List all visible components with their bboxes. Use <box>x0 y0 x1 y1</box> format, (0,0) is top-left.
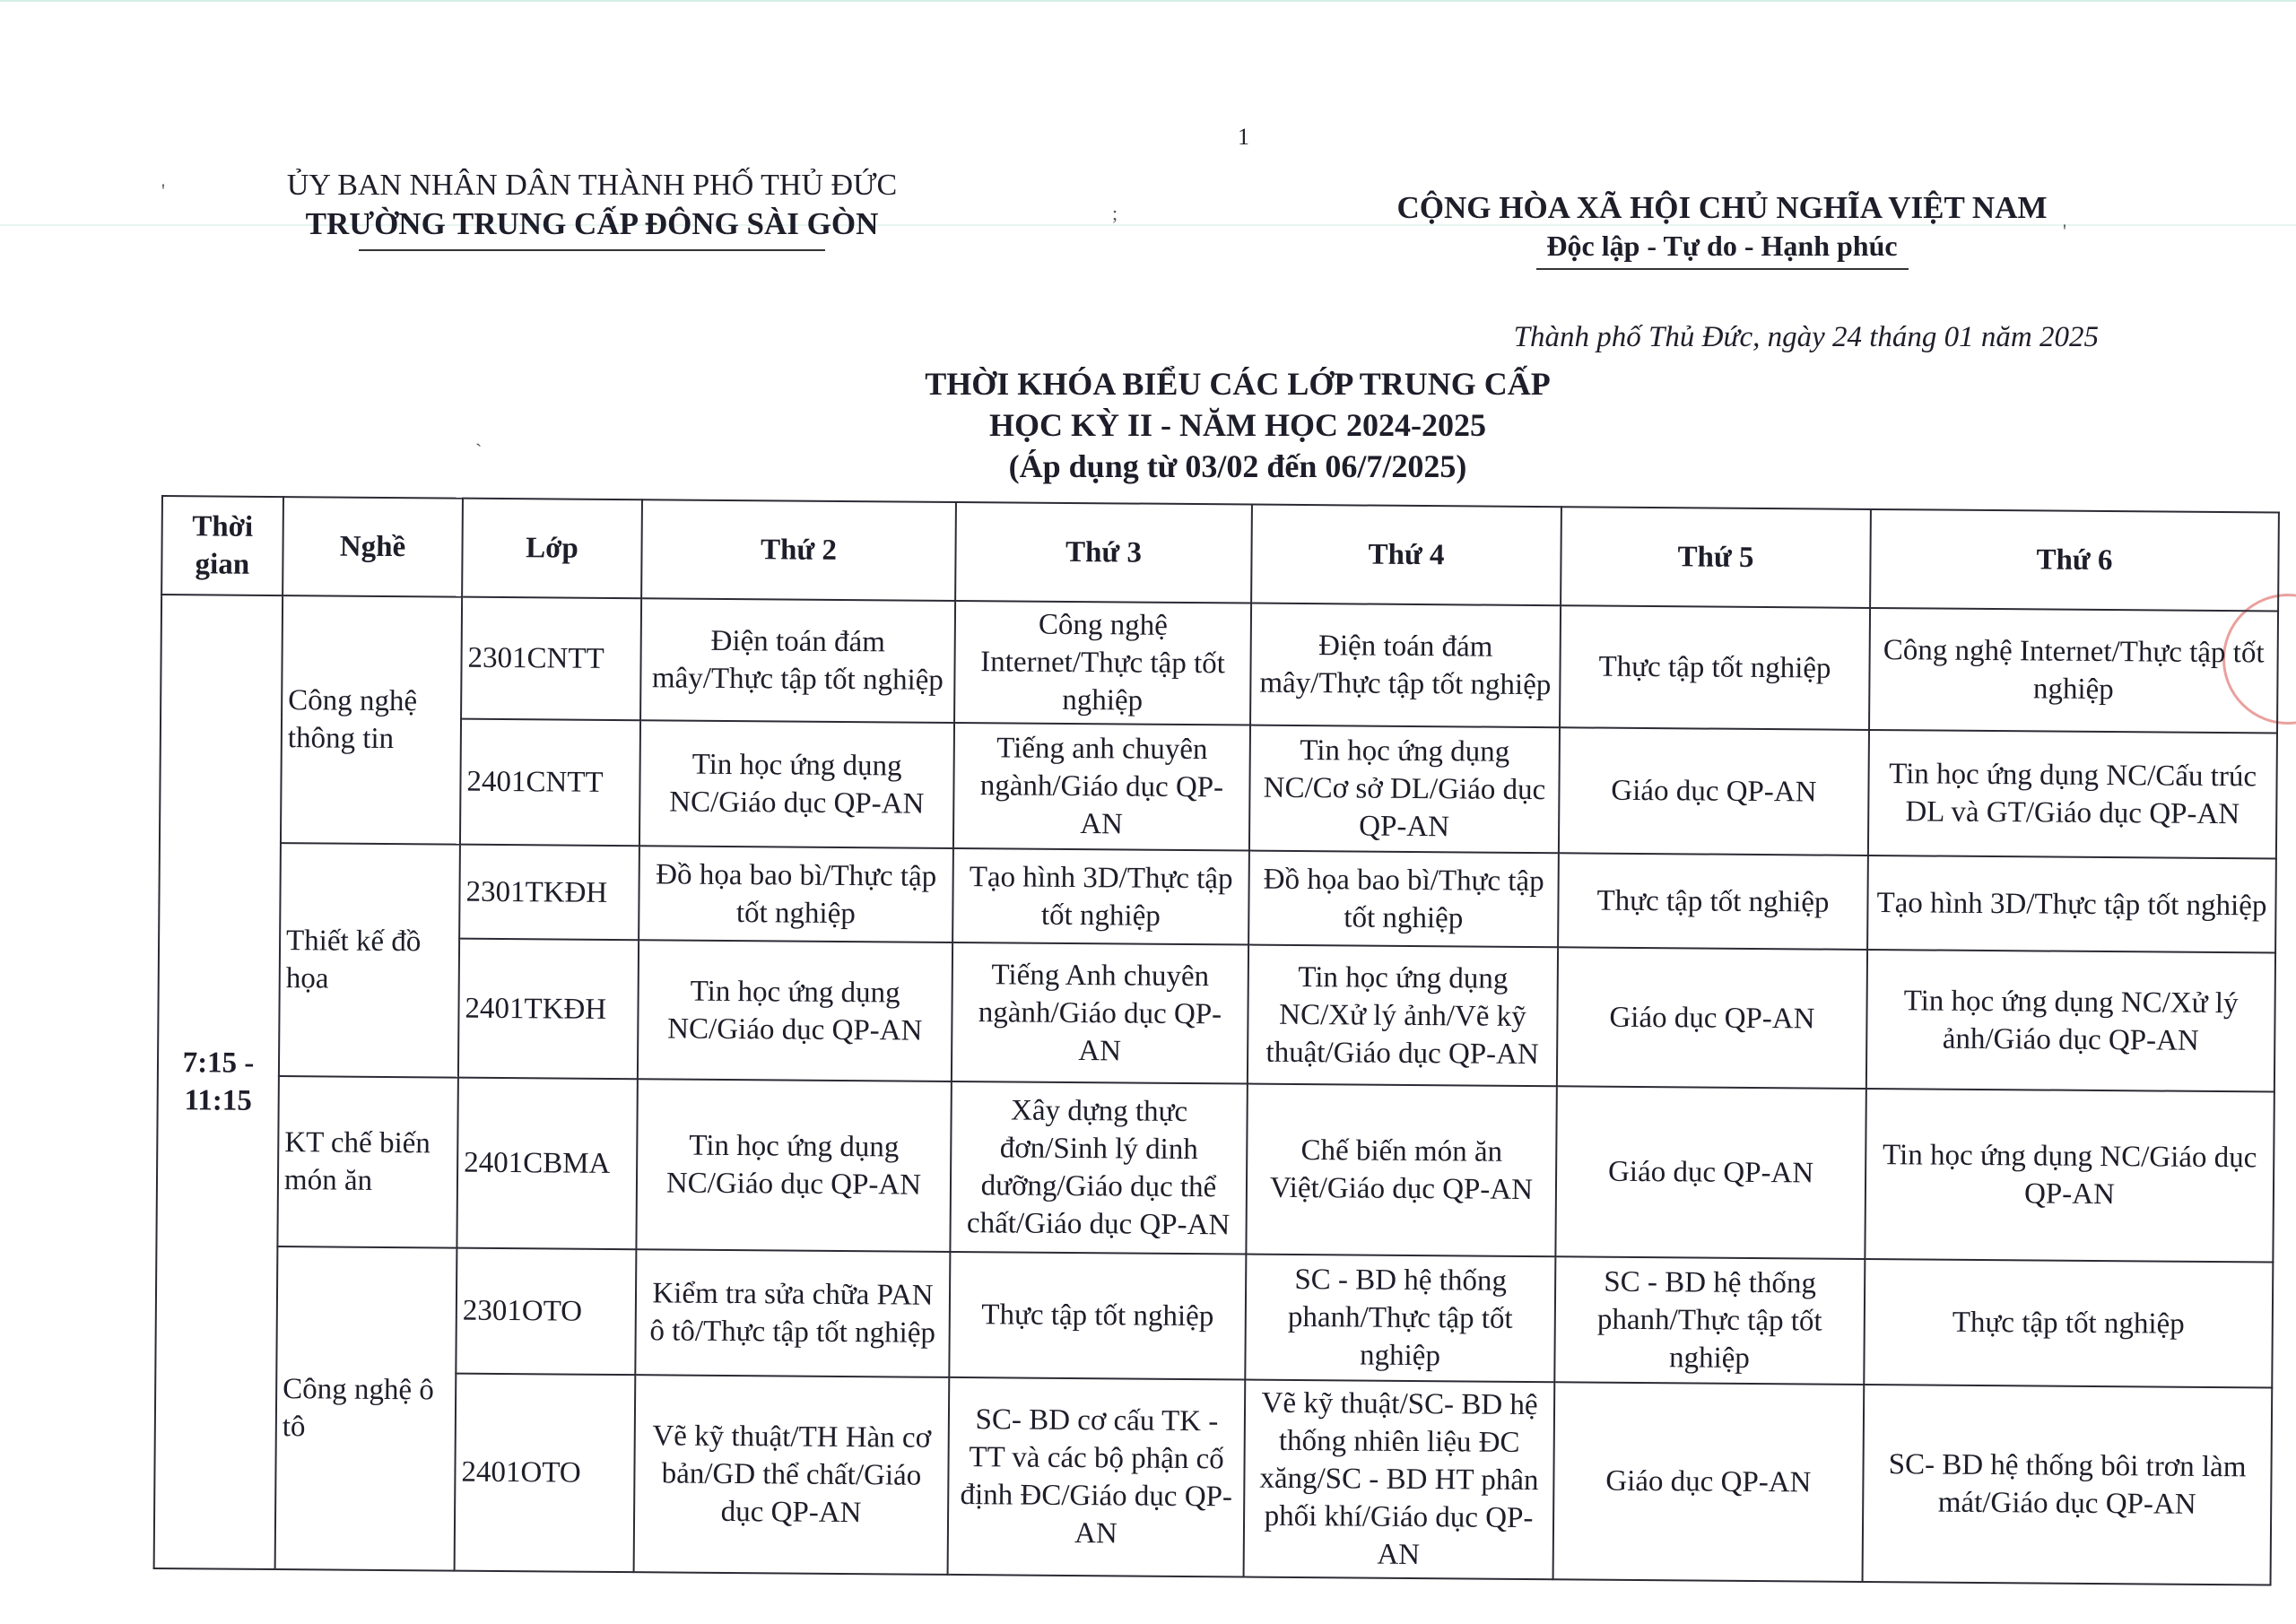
major-cell: Thiết kế đồ họa <box>279 843 460 1078</box>
class-cell: 2301OTO <box>456 1248 636 1376</box>
table-header-row <box>161 496 2279 612</box>
class-cell: 2401CBMA <box>457 1078 637 1250</box>
header-national-block <box>1372 190 2072 270</box>
header-wed: Thứ 4 <box>1251 505 1561 606</box>
schedule-cell: Tin học ứng dụng NC/Giáo dục QP-AN <box>1865 1089 2274 1263</box>
table-row <box>159 842 2276 953</box>
schedule-cell: Chế biến món ăn Việt/Giáo dục QP-AN <box>1246 1084 1556 1257</box>
table-row <box>155 1246 2273 1388</box>
schedule-cell: Giáo dục QP-AN <box>1557 947 1867 1089</box>
class-cell: 2401CNTT <box>460 719 640 847</box>
class-cell: 2301CNTT <box>461 597 641 721</box>
header-authority-block <box>269 169 915 251</box>
schedule-cell: Điện toán đám mây/Thực tập tốt nghiệp <box>1250 604 1561 728</box>
schedule-cell: Tin học ứng dụng NC/Giáo dục QP-AN <box>638 940 952 1081</box>
schedule-cell: Điện toán đám mây/Thực tập tốt nghiệp <box>640 598 955 723</box>
scan-speck: ' <box>2063 220 2066 242</box>
page-number: 1 <box>1238 124 1249 150</box>
schedule-cell: Vẽ kỹ thuật/TH Hàn cơ bản/GD thể chất/Giáo dục QP-AN <box>634 1375 950 1575</box>
schedule-cell: Tiếng Anh chuyên ngành/Giáo dục QP-AN <box>952 942 1248 1084</box>
table-row <box>161 595 2278 734</box>
schedule-cell: Tin học ứng dụng NC/Giáo dục QP-AN <box>639 720 954 848</box>
header-time: Thời gian <box>161 496 283 595</box>
schedule-cell: SC- BD cơ cấu TK - TT và các bộ phận cố định ĐC/Giáo dục QP-AN <box>948 1377 1246 1577</box>
class-cell: 2301TKĐH <box>459 845 639 941</box>
class-cell: 2401OTO <box>455 1374 636 1573</box>
table-row <box>156 1075 2274 1263</box>
scan-speck: ' <box>161 179 165 202</box>
title-line-2: HỌC KỲ II - NĂM HỌC 2024-2025 <box>989 407 1486 443</box>
major-cell: Công nghệ thông tin <box>281 595 462 845</box>
major-cell: Công nghệ ô tô <box>275 1246 457 1571</box>
document-date: Thành phố Thủ Đức, ngày 24 tháng 01 năm 2025 <box>1513 321 2099 353</box>
scan-top-line <box>0 0 2296 2</box>
country-name: CỘNG HÒA XÃ HỘI CHỦ NGHĨA VIỆT NAM <box>1396 190 2048 225</box>
header-fri: Thứ 6 <box>1870 509 2279 612</box>
schedule-cell: Vẽ kỹ thuật/SC- BD hệ thống nhiên liệu ĐC xăng/SC - BD HT phân phối khí/Giáo dục QP-AN <box>1244 1380 1555 1580</box>
schedule-cell: Giáo dục QP-AN <box>1553 1382 1865 1582</box>
schedule-cell: Tin học ứng dụng NC/Cấu trúc DL và GT/Giáo dục QP-AN <box>1868 730 2277 859</box>
table-row <box>154 1371 2273 1585</box>
school-name: TRƯỜNG TRUNG CẤP ĐÔNG SÀI GÒN <box>305 206 879 241</box>
schedule-cell: Tin học ứng dụng NC/Giáo dục QP-AN <box>636 1079 951 1252</box>
scan-speck: ` <box>475 439 483 462</box>
table-row <box>160 716 2277 859</box>
header-underline <box>359 249 825 251</box>
schedule-cell: Đồ họa bao bì/Thực tập tốt nghiệp <box>639 846 953 942</box>
header-tue: Thứ 3 <box>955 502 1252 604</box>
schedule-cell: Tin học ứng dụng NC/Cơ sở DL/Giáo dục QP-AN <box>1249 725 1560 854</box>
schedule-cell: Đồ họa bao bì/Thực tập tốt nghiệp <box>1248 851 1559 948</box>
schedule-cell: Công nghệ Internet/Thực tập tốt nghiệp <box>1869 608 2278 734</box>
schedule-cell: Công nghệ Internet/Thực tập tốt nghiệp <box>954 601 1251 725</box>
title-line-3: (Áp dụng từ 03/02 đến 06/7/2025) <box>1008 448 1467 484</box>
title-line-1: THỜI KHÓA BIỂU CÁC LỚP TRUNG CẤP <box>925 366 1551 402</box>
schedule-cell: Thực tập tốt nghiệp <box>1560 605 1870 730</box>
scan-speck: ; <box>1112 202 1118 224</box>
authority-name: ỦY BAN NHÂN DÂN THÀNH PHỐ THỦ ĐỨC <box>286 169 898 202</box>
header-thu: Thứ 5 <box>1561 507 1871 608</box>
schedule-cell: Giáo dục QP-AN <box>1555 1086 1866 1259</box>
schedule-cell: Kiểm tra sửa chữa PAN ô tô/Thực tập tốt nghiệp <box>635 1249 950 1377</box>
schedule-cell: Tạo hình 3D/Thực tập tốt nghiệp <box>952 848 1249 945</box>
major-cell: KT chế biến món ăn <box>277 1076 457 1248</box>
schedule-cell: Thực tập tốt nghiệp <box>949 1252 1246 1380</box>
schedule-cell: SC- BD hệ thống bôi trơn làm mát/Giáo dục QP-AN <box>1863 1385 2273 1585</box>
header-major: Nghề <box>283 497 463 597</box>
class-cell: 2401TKĐH <box>458 939 639 1080</box>
schedule-cell: Giáo dục QP-AN <box>1559 727 1869 855</box>
schedule-cell: SC - BD hệ thống phanh/Thực tập tốt nghiệp <box>1245 1255 1555 1383</box>
schedule-cell: SC - BD hệ thống phanh/Thực tập tốt nghiệp <box>1554 1256 1865 1385</box>
table-row <box>158 936 2275 1092</box>
schedule-cell: Thực tập tốt nghiệp <box>1558 853 1868 950</box>
document-title <box>789 363 1686 487</box>
national-motto: Độc lập - Tự do - Hạnh phúc <box>1546 230 1898 262</box>
motto-underline <box>1536 268 1909 270</box>
schedule-cell: Tin học ứng dụng NC/Xử lý ảnh/Giáo dục QP-AN <box>1866 950 2275 1092</box>
schedule-cell: Thực tập tốt nghiệp <box>1864 1259 2273 1388</box>
time-slot: 7:15 - 11:15 <box>154 595 283 1569</box>
schedule-cell: Xây dựng thực đơn/Sinh lý dinh dưỡng/Giáo dục thể chất/Giáo dục QP-AN <box>950 1081 1247 1255</box>
header-class: Lớp <box>462 499 642 599</box>
schedule-cell: Tin học ứng dụng NC/Xử lý ảnh/Vẽ kỹ thuật/Giáo dục QP-AN <box>1248 945 1558 1087</box>
timetable <box>153 495 2280 1586</box>
header-mon: Thứ 2 <box>641 499 956 601</box>
schedule-cell: Tiếng anh chuyên ngành/Giáo dục QP-AN <box>953 723 1250 851</box>
schedule-cell: Tạo hình 3D/Thực tập tốt nghiệp <box>1867 855 2276 953</box>
